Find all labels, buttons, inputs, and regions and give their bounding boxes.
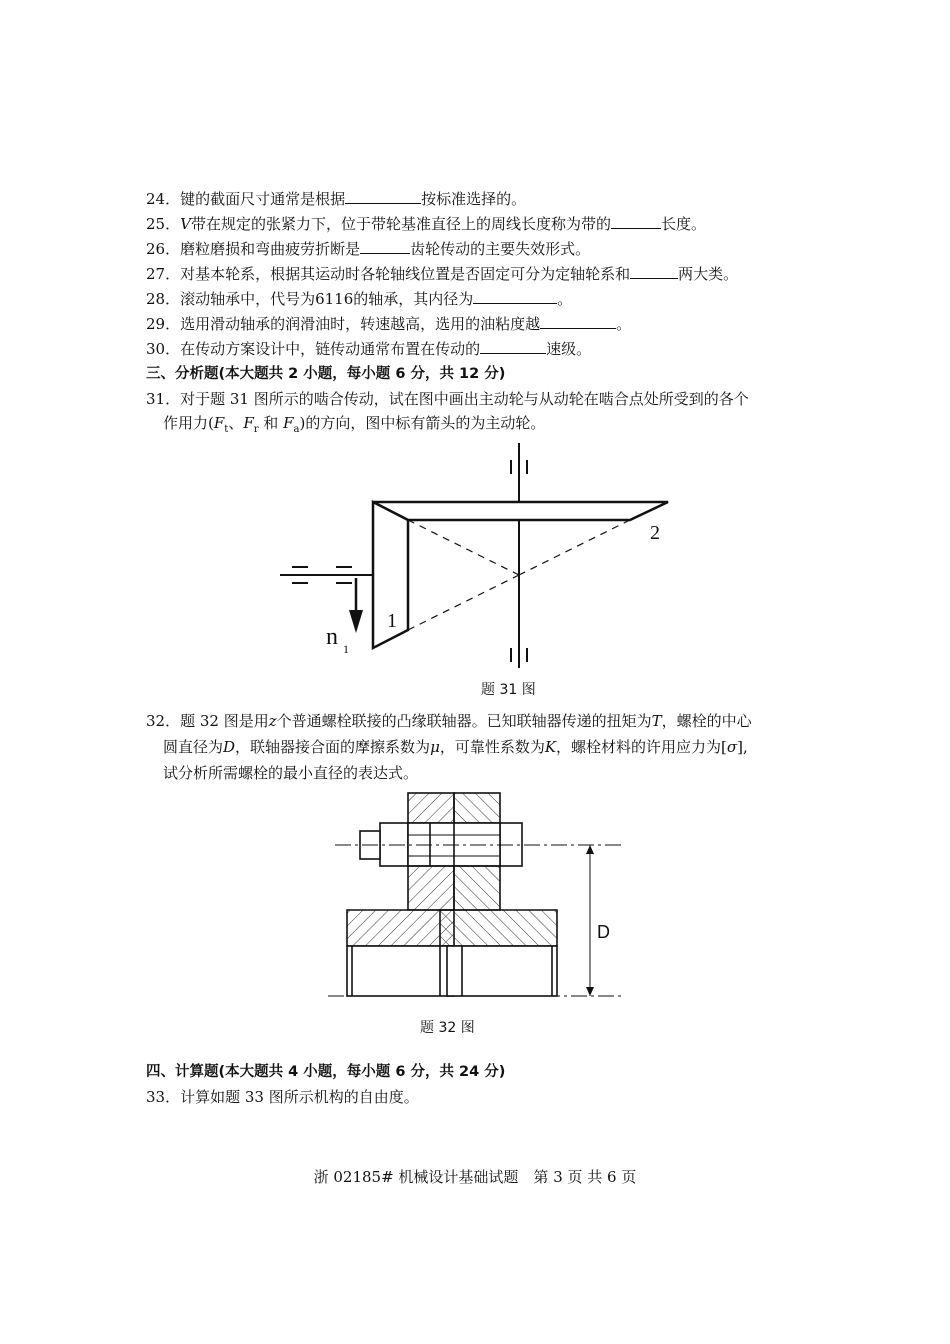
- question-27: 27．对基本轮系，根据其运动时各轮轴线位置是否固定可分为定轴轮系和 两大类。: [146, 265, 739, 283]
- flange-top-left: [408, 793, 454, 823]
- speed-label: n: [326, 624, 338, 650]
- hub-right: [440, 910, 557, 946]
- question-28: 28．滚动轴承中，代号为6116的轴承，其内径为 。: [146, 290, 573, 308]
- question-25: 25．V带在规定的张紧力下，位于带轮基准直径上的周线长度称为带的 长度。: [146, 215, 706, 233]
- question-29: 29．选用滑动轴承的润滑油时，转速越高，选用的油粘度越 。: [146, 315, 632, 333]
- flange-right-body: [454, 866, 500, 910]
- question-31-line1: 31．对于题 31 图所示的啮合传动，试在图中画出主动轮与从动轮在啮合点处所受到的各个: [146, 390, 749, 408]
- shaft-right: [447, 946, 557, 996]
- section-heading-analysis: 三、分析题(本大题共 2 小题，每小题 6 分，共 12 分): [146, 366, 506, 382]
- flange-top-right: [454, 793, 500, 823]
- diameter-label: D: [597, 922, 610, 942]
- question-33: 33．计算如题 33 图所示机构的自由度。: [146, 1088, 419, 1106]
- question-32-line1: 32．题 32 图是用z个普通螺栓联接的凸缘联轴器。已知联轴器传递的扭矩为T，螺栓的中心: [146, 712, 752, 730]
- question-32-line3: 试分析所需螺栓的最小直径的表达式。: [163, 764, 419, 782]
- page-footer: 浙 02185# 机械设计基础试题 第 3 页 共 6 页: [313, 1168, 637, 1186]
- figure-32-caption: 题 32 图: [420, 1020, 475, 1036]
- question-32-line2: 圆直径为D，联轴器接合面的摩擦系数为μ，可靠性系数为K，螺栓材料的许用应力为[σ],: [163, 738, 748, 756]
- hub-left: [347, 910, 454, 946]
- question-24: 24．键的截面尺寸通常是根据 按标准选择的。: [146, 190, 527, 208]
- gear-2-label: 2: [650, 522, 660, 544]
- dimension-arrow-bottom: [586, 987, 594, 996]
- dimension-arrow-top: [586, 845, 594, 854]
- speed-label-subscript: 1: [343, 642, 349, 656]
- shaft-left: [347, 946, 454, 996]
- figure-31-caption: 题 31 图: [481, 682, 536, 698]
- question-30: 30．在传动方案设计中，链传动通常布置在传动的 速级。: [146, 340, 592, 358]
- section-heading-calculation: 四、计算题(本大题共 4 小题，每小题 6 分，共 24 分): [146, 1064, 506, 1080]
- gear-1-label: 1: [387, 610, 397, 632]
- question-26: 26．磨粒磨损和弯曲疲劳折断是 齿轮传动的主要失效形式。: [146, 240, 591, 258]
- flange-left-body: [408, 866, 454, 910]
- question-31-line2: 作用力($F_t$、$F_r$ 和 $F_a$)的方向，图中标有箭头的为主动轮。: [163, 414, 546, 435]
